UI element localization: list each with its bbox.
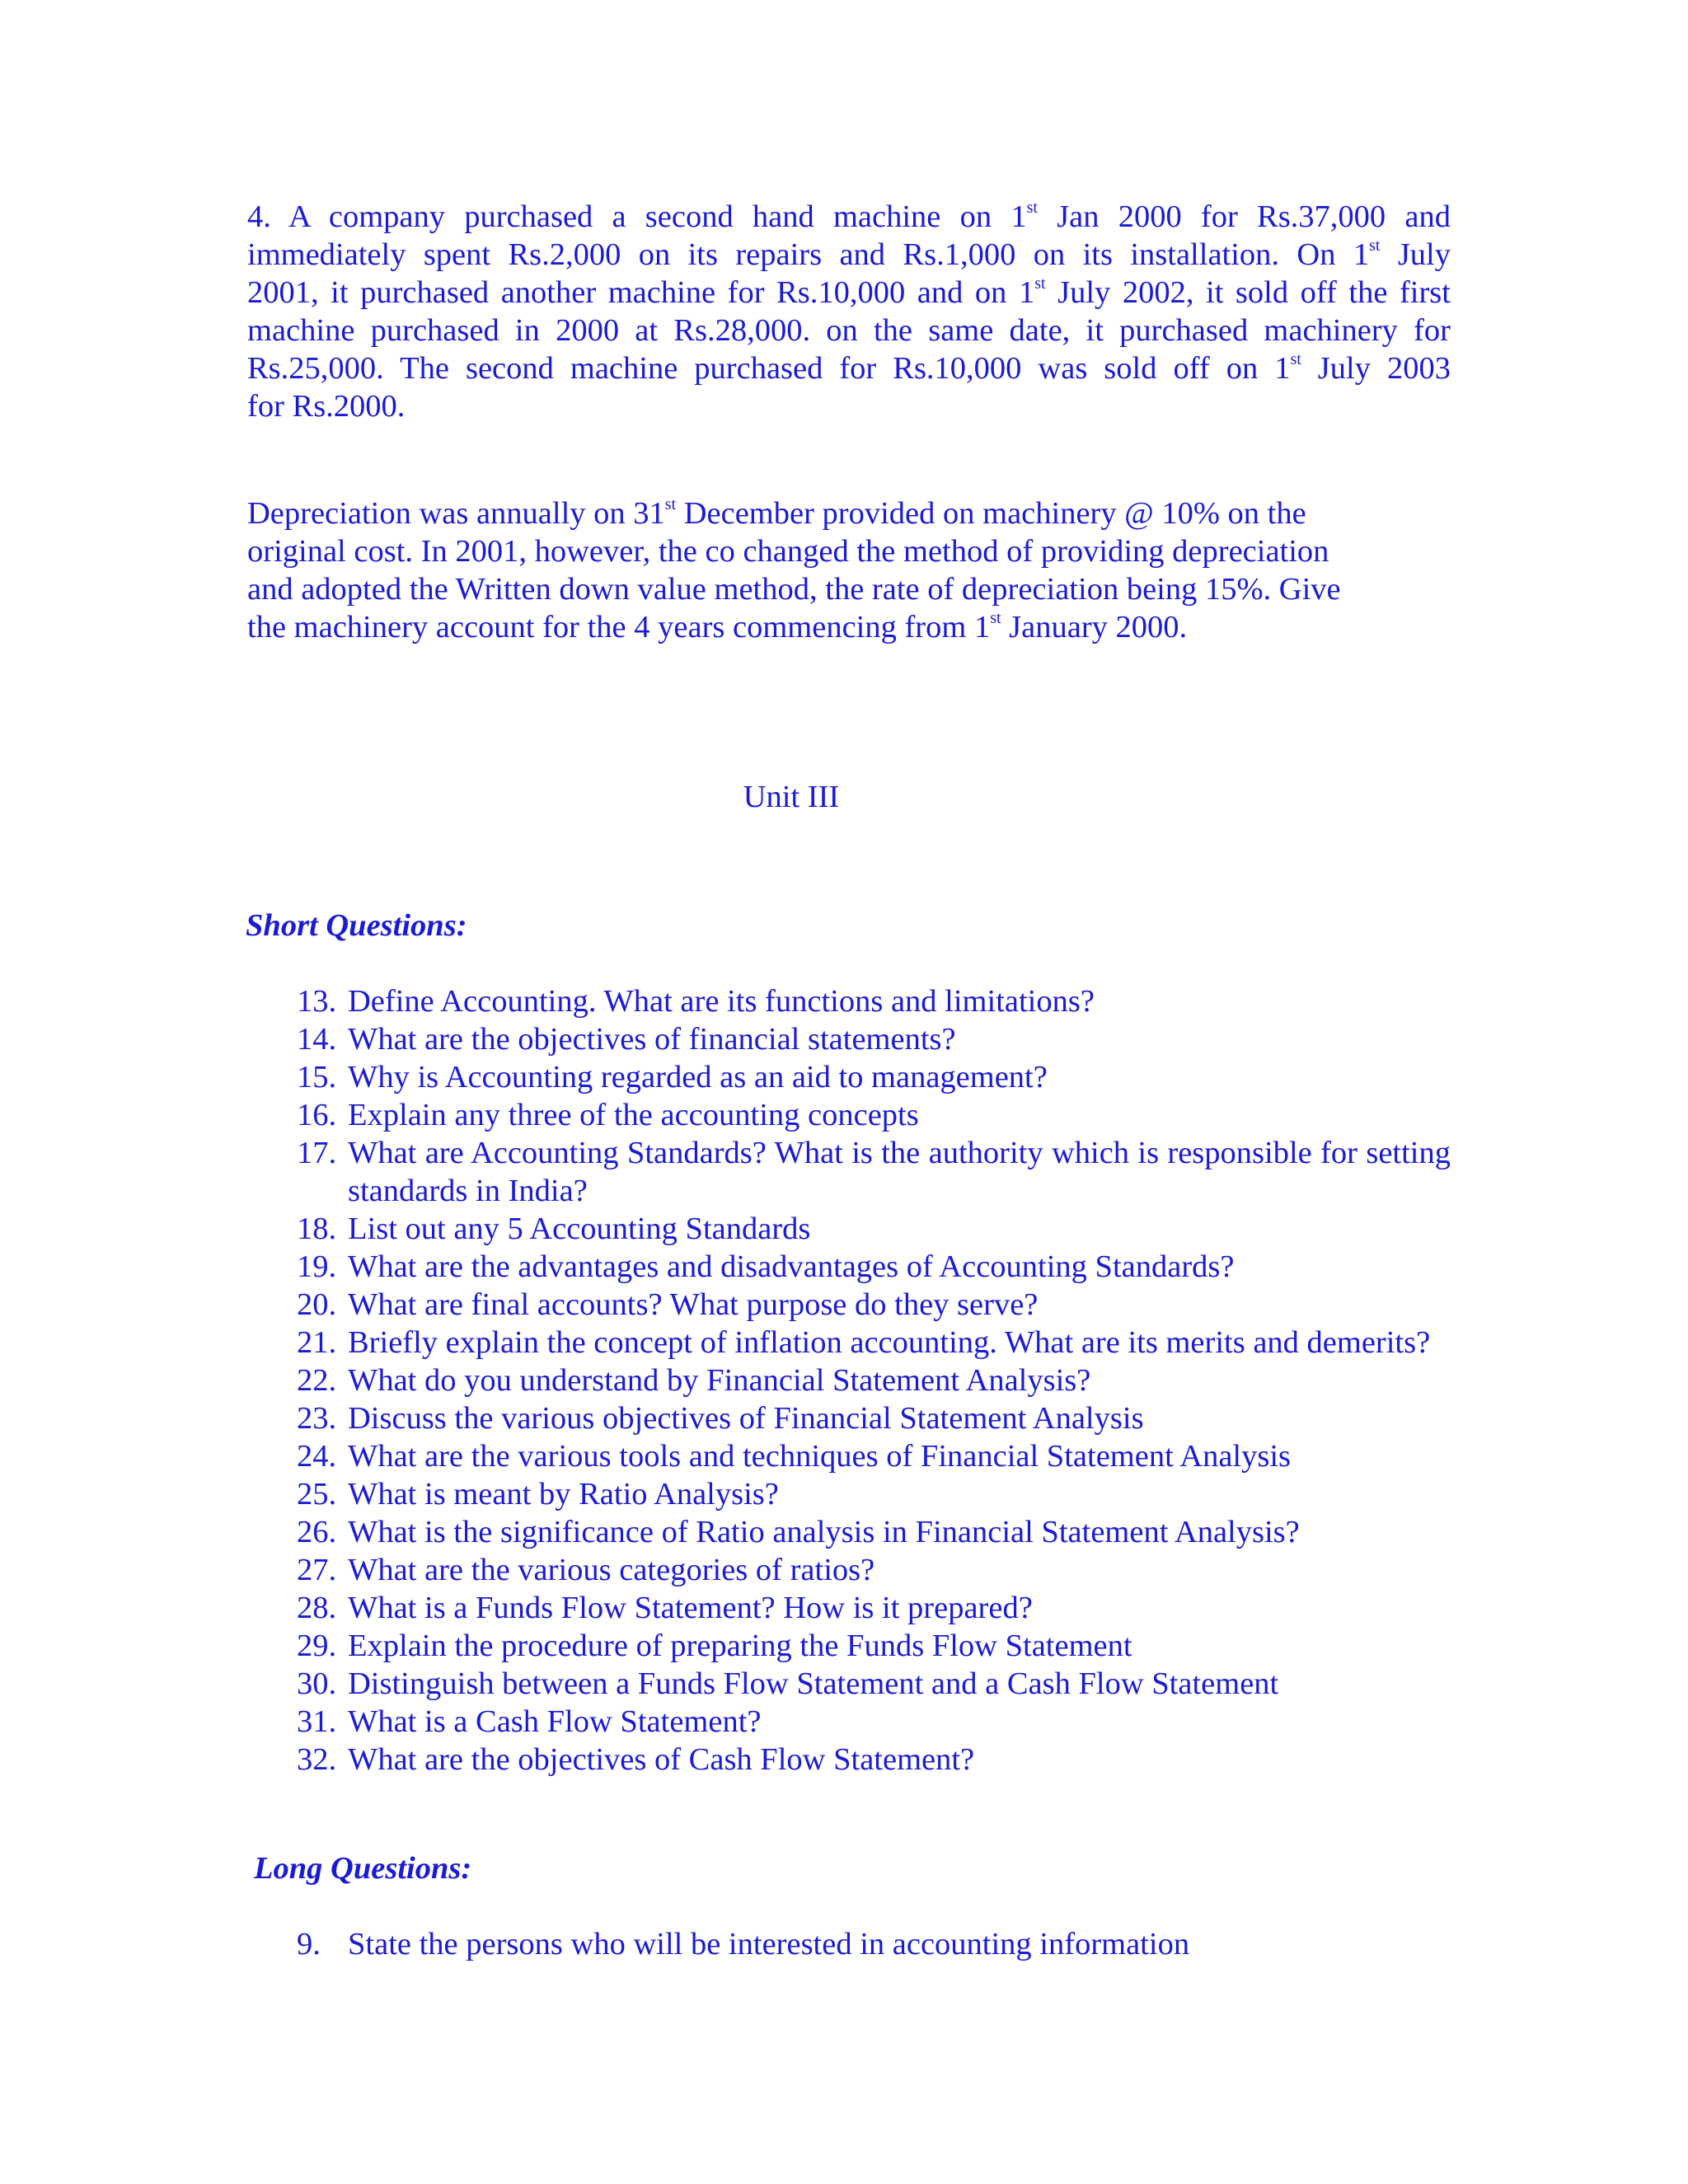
depreciation-line: Depreciation was annually on 31st December provided on machinery @ 10% on the <box>247 495 1306 531</box>
question-number: 22. <box>297 1363 337 1398</box>
question-number: 25. <box>297 1477 337 1511</box>
problem-line: 4. A company purchased a second hand machine on 1st Jan 2000 for Rs.37,000 and <box>247 199 1451 234</box>
list-item <box>297 1248 1451 1286</box>
list-item <box>297 1324 1451 1361</box>
list-item <box>297 1589 1451 1627</box>
depreciation-line: the machinery account for the 4 years commencing from 1st January 2000. <box>247 609 1188 644</box>
list-item <box>297 1627 1451 1665</box>
question-text: Discuss the various objectives of Financial Statement Analysis <box>348 1401 1144 1436</box>
question-number: 28. <box>297 1591 337 1625</box>
question-text: Explain any three of the accounting concepts <box>348 1098 919 1132</box>
list-item <box>297 1058 1451 1096</box>
question-number: 32. <box>297 1742 337 1777</box>
question-number: 13. <box>297 984 337 1019</box>
question-number: 30. <box>297 1666 337 1701</box>
question-text: State the persons who will be interested in accounting information <box>348 1927 1190 1961</box>
question-number: 20. <box>297 1287 337 1322</box>
depreciation-paragraph <box>247 494 1451 646</box>
question-text: Explain the procedure of preparing the Funds Flow Statement <box>348 1629 1132 1663</box>
question-number: 15. <box>297 1060 337 1094</box>
list-item <box>297 1513 1451 1551</box>
question-text: List out any 5 Accounting Standards <box>348 1212 811 1246</box>
question-number: 17. <box>297 1136 337 1170</box>
question-text: Briefly explain the concept of inflation accounting. What are its merits and demerits? <box>348 1325 1431 1360</box>
question-text: What is a Funds Flow Statement? How is it prepared? <box>348 1591 1033 1625</box>
question-text: What are the advantages and disadvantages of Accounting Standards? <box>348 1249 1235 1284</box>
question-text: What are the various categories of ratios? <box>348 1553 875 1587</box>
list-item <box>297 1361 1451 1399</box>
problem-line: for Rs.2000. <box>247 389 406 424</box>
question-number: 29. <box>297 1629 337 1663</box>
list-item <box>297 1437 1451 1475</box>
unit-title: Unit III <box>743 780 840 814</box>
problem-line: Rs.25,000. The second machine purchased for Rs.10,000 was sold off on 1st July 2003 <box>247 350 1451 386</box>
list-item <box>297 1286 1451 1324</box>
question-number: 21. <box>297 1325 337 1360</box>
question-number: 26. <box>297 1515 337 1549</box>
question-text: What are the objectives of Cash Flow Statement? <box>348 1742 975 1777</box>
list-item <box>297 1475 1451 1513</box>
question-number: 18. <box>297 1212 337 1246</box>
problem-paragraph <box>247 198 1451 425</box>
list-item <box>297 1134 1451 1210</box>
long-questions-heading: Long Questions: <box>254 1851 472 1886</box>
list-item <box>297 1399 1451 1437</box>
list-item <box>297 1703 1451 1741</box>
question-text: What is the significance of Ratio analysis in Financial Statement Analysis? <box>348 1515 1300 1549</box>
list-item <box>297 1665 1451 1703</box>
list-item <box>297 1551 1451 1589</box>
question-text: What are Accounting Standards? What is the authority which is responsible for setting standards in India? <box>348 1136 1451 1208</box>
problem-line: machine purchased in 2000 at Rs.28,000. on the same date, it purchased machinery for <box>247 313 1451 348</box>
question-text: What is a Cash Flow Statement? <box>348 1704 762 1739</box>
question-text: What do you understand by Financial Statement Analysis? <box>348 1363 1091 1398</box>
question-text: What is meant by Ratio Analysis? <box>348 1477 779 1511</box>
question-number: 19. <box>297 1249 337 1284</box>
list-item <box>297 1096 1451 1134</box>
depreciation-line: original cost. In 2001, however, the co changed the method of providing depreciation <box>247 534 1329 569</box>
question-number: 16. <box>297 1098 337 1132</box>
list-item <box>297 1925 1451 1963</box>
question-number: 14. <box>297 1022 337 1057</box>
question-text: Why is Accounting regarded as an aid to management? <box>348 1060 1048 1094</box>
short-questions-heading: Short Questions: <box>246 908 467 943</box>
list-item <box>297 1210 1451 1248</box>
question-number: 27. <box>297 1553 337 1587</box>
question-text: What are final accounts? What purpose do they serve? <box>348 1287 1039 1322</box>
question-number: 24. <box>297 1439 337 1474</box>
question-text: What are the various tools and techniques of Financial Statement Analysis <box>348 1439 1292 1474</box>
list-item <box>297 982 1451 1020</box>
question-number: 9. <box>297 1927 321 1961</box>
long-questions-list <box>297 1925 1451 1963</box>
list-item <box>297 1741 1451 1779</box>
depreciation-line: and adopted the Written down value method, the rate of depreciation being 15%. Give <box>247 572 1341 607</box>
question-text: Define Accounting. What are its functions and limitations? <box>348 984 1095 1019</box>
short-questions-list <box>297 982 1451 1779</box>
question-text: Distinguish between a Funds Flow Statement and a Cash Flow Statement <box>348 1666 1279 1701</box>
question-text: What are the objectives of financial statements? <box>348 1022 956 1057</box>
problem-line: immediately spent Rs.2,000 on its repairs and Rs.1,000 on its installation. On 1st July <box>247 237 1451 272</box>
problem-line: 2001, it purchased another machine for Rs.10,000 and on 1st July 2002, it sold off the first <box>247 274 1451 310</box>
question-number: 31. <box>297 1704 337 1739</box>
list-item <box>297 1020 1451 1058</box>
question-number: 23. <box>297 1401 337 1436</box>
